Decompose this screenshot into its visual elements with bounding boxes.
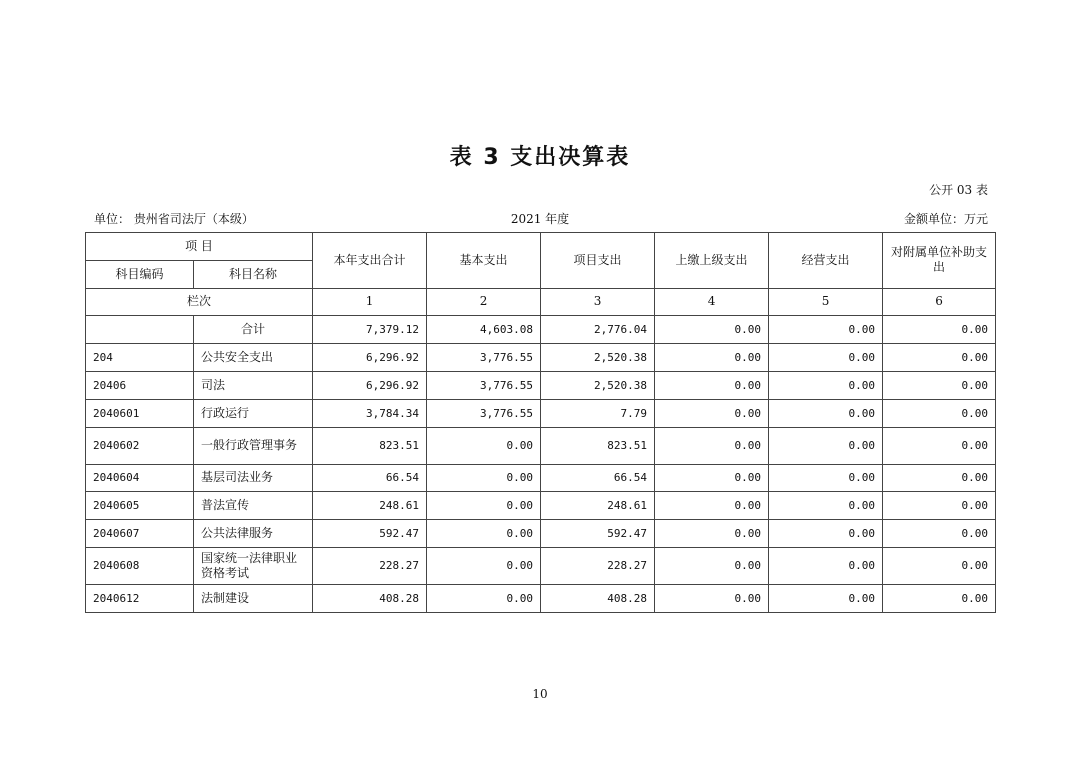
amount-cell: 0.00	[769, 464, 883, 492]
amount-cell: 0.00	[769, 371, 883, 399]
amount-cell: 248.61	[541, 492, 655, 520]
total-code-cell	[86, 316, 194, 344]
header-name: 科目名称	[194, 260, 313, 288]
header-item: 项 目	[86, 233, 313, 261]
header-code: 科目编码	[86, 260, 194, 288]
subject-name: 一般行政管理事务	[194, 427, 313, 464]
subject-name: 国家统一法律职业资格考试	[194, 547, 313, 584]
subject-code: 2040608	[86, 547, 194, 584]
header-subsidy-affiliates: 对附属单位补助支出	[883, 233, 996, 289]
table-row	[86, 547, 996, 584]
amount-cell: 0.00	[427, 520, 541, 548]
amount-cell: 66.54	[313, 464, 427, 492]
header-basic-expenditure: 基本支出	[427, 233, 541, 289]
amount-cell: 0.00	[427, 492, 541, 520]
total-value: 0.00	[655, 316, 769, 344]
amount-cell: 0.00	[655, 399, 769, 427]
amount-cell: 0.00	[769, 344, 883, 372]
sequence-row	[86, 288, 996, 316]
amount-cell: 0.00	[655, 492, 769, 520]
sequence-number: 6	[883, 288, 996, 316]
amount-cell: 0.00	[427, 427, 541, 464]
amount-cell: 0.00	[883, 371, 996, 399]
table-row	[86, 371, 996, 399]
amount-cell: 592.47	[541, 520, 655, 548]
page-number: 10	[532, 687, 548, 701]
amount-cell: 823.51	[313, 427, 427, 464]
amount-cell: 592.47	[313, 520, 427, 548]
subject-name: 公共法律服务	[194, 520, 313, 548]
amount-cell: 823.51	[541, 427, 655, 464]
amount-cell: 7.79	[541, 399, 655, 427]
sequence-label: 栏次	[86, 288, 313, 316]
amount-cell: 0.00	[427, 547, 541, 584]
total-row	[86, 316, 996, 344]
subject-name: 公共安全支出	[194, 344, 313, 372]
amount-cell: 228.27	[313, 547, 427, 584]
subject-name: 司法	[194, 371, 313, 399]
amount-cell: 0.00	[883, 520, 996, 548]
amount-cell: 0.00	[883, 584, 996, 612]
amount-cell: 3,784.34	[313, 399, 427, 427]
amount-cell: 3,776.55	[427, 399, 541, 427]
amount-cell: 6,296.92	[313, 344, 427, 372]
total-label: 合计	[194, 316, 313, 344]
table-row	[86, 584, 996, 612]
sequence-number: 5	[769, 288, 883, 316]
amount-cell: 3,776.55	[427, 344, 541, 372]
amount-cell: 0.00	[769, 427, 883, 464]
amount-cell: 2,520.38	[541, 344, 655, 372]
sequence-number: 3	[541, 288, 655, 316]
table-row	[86, 344, 996, 372]
expenditure-table	[85, 232, 996, 613]
subject-name: 法制建设	[194, 584, 313, 612]
header-row	[86, 233, 996, 261]
table-row	[86, 464, 996, 492]
subject-code: 2040605	[86, 492, 194, 520]
amount-cell: 0.00	[769, 492, 883, 520]
subject-code: 2040602	[86, 427, 194, 464]
amount-cell: 2,520.38	[541, 371, 655, 399]
subject-name: 行政运行	[194, 399, 313, 427]
unit-label: 单位： 贵州省司法厅（本级）	[94, 212, 254, 226]
table-row	[86, 492, 996, 520]
sequence-number: 4	[655, 288, 769, 316]
amount-cell: 0.00	[883, 344, 996, 372]
amount-cell: 0.00	[883, 427, 996, 464]
amount-cell: 0.00	[769, 547, 883, 584]
fiscal-year: 2021 年度	[510, 212, 570, 226]
subject-code: 2040604	[86, 464, 194, 492]
amount-cell: 66.54	[541, 464, 655, 492]
sequence-number: 1	[313, 288, 427, 316]
amount-cell: 0.00	[883, 464, 996, 492]
amount-cell: 408.28	[541, 584, 655, 612]
header-total-expenditure: 本年支出合计	[313, 233, 427, 289]
total-value: 2,776.04	[541, 316, 655, 344]
amount-cell: 0.00	[655, 584, 769, 612]
amount-cell: 0.00	[655, 464, 769, 492]
amount-cell: 0.00	[427, 584, 541, 612]
amount-cell: 0.00	[655, 547, 769, 584]
header-project-expenditure: 项目支出	[541, 233, 655, 289]
amount-cell: 0.00	[883, 492, 996, 520]
amount-cell: 6,296.92	[313, 371, 427, 399]
page-title: 表 3 支出决算表	[449, 145, 631, 170]
total-value: 0.00	[883, 316, 996, 344]
amount-cell: 0.00	[883, 399, 996, 427]
amount-cell: 0.00	[769, 399, 883, 427]
sequence-number: 2	[427, 288, 541, 316]
subject-name: 普法宣传	[194, 492, 313, 520]
table-row	[86, 399, 996, 427]
total-value: 7,379.12	[313, 316, 427, 344]
amount-cell: 0.00	[655, 344, 769, 372]
amount-cell: 228.27	[541, 547, 655, 584]
table-row	[86, 427, 996, 464]
amount-cell: 0.00	[427, 464, 541, 492]
subject-code: 2040601	[86, 399, 194, 427]
header-remit-superior: 上缴上级支出	[655, 233, 769, 289]
amount-cell: 408.28	[313, 584, 427, 612]
amount-cell: 0.00	[655, 520, 769, 548]
total-value: 4,603.08	[427, 316, 541, 344]
subject-name: 基层司法业务	[194, 464, 313, 492]
header-operating-expenditure: 经营支出	[769, 233, 883, 289]
amount-cell: 0.00	[769, 520, 883, 548]
table-row	[86, 520, 996, 548]
subject-code: 20406	[86, 371, 194, 399]
subject-code: 2040612	[86, 584, 194, 612]
currency-unit: 金额单位：万元	[903, 212, 988, 226]
amount-cell: 0.00	[655, 427, 769, 464]
form-number: 公开 03 表	[929, 183, 988, 197]
total-value: 0.00	[769, 316, 883, 344]
amount-cell: 0.00	[769, 584, 883, 612]
amount-cell: 248.61	[313, 492, 427, 520]
amount-cell: 0.00	[655, 371, 769, 399]
amount-cell: 0.00	[883, 547, 996, 584]
amount-cell: 3,776.55	[427, 371, 541, 399]
subject-code: 204	[86, 344, 194, 372]
subject-code: 2040607	[86, 520, 194, 548]
